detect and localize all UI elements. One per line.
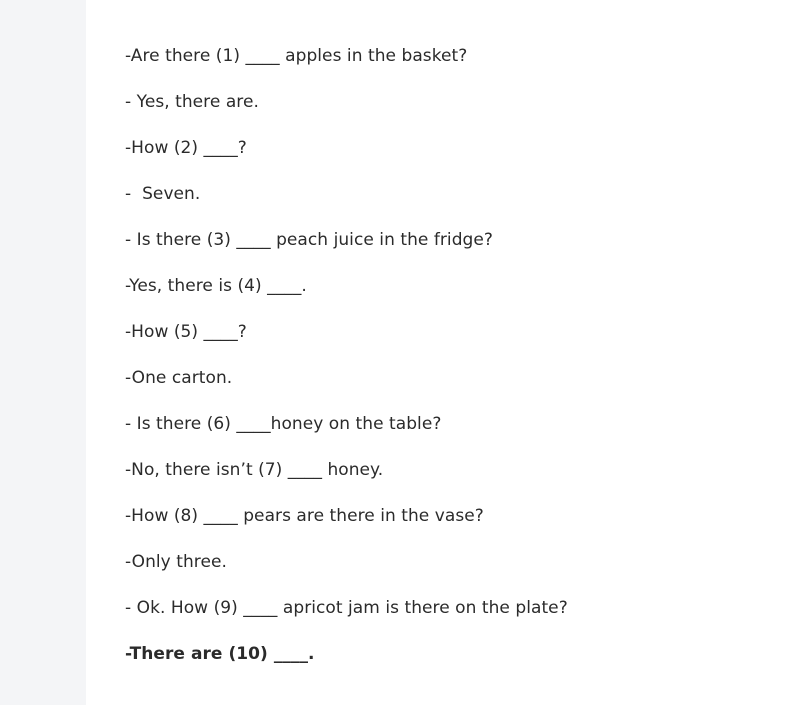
dialogue-line-12: -Only three.	[125, 552, 227, 572]
dialogue-line-10: -No, there isn’t (7) ____ honey.	[125, 460, 384, 480]
dialogue-line-5: - Is there (3) ____ peach juice in the fridge?	[125, 230, 493, 250]
dialogue-line-11: -How (8) ____ pears are there in the vase?	[125, 506, 484, 526]
dialogue-line-14: -There are (10) ____.	[125, 644, 315, 664]
document-page	[86, 0, 798, 705]
dialogue-line-1: -Are there (1) ____ apples in the basket?	[125, 46, 468, 66]
dialogue-line-2: - Yes, there are.	[125, 92, 259, 112]
dialogue-line-6: -Yes, there is (4) ____.	[125, 276, 307, 296]
dialogue-line-9: - Is there (6) ____honey on the table?	[125, 414, 442, 434]
dialogue-line-4: - Seven.	[125, 184, 201, 204]
dialogue-line-3: -How (2) ____?	[125, 138, 247, 158]
dialogue-line-13: - Ok. How (9) ____ apricot jam is there on the plate?	[125, 598, 568, 618]
dialogue-line-8: -One carton.	[125, 368, 233, 388]
dialogue-line-7: -How (5) ____?	[125, 322, 247, 342]
left-gutter	[0, 0, 86, 705]
dialogue-lines	[125, 42, 568, 686]
